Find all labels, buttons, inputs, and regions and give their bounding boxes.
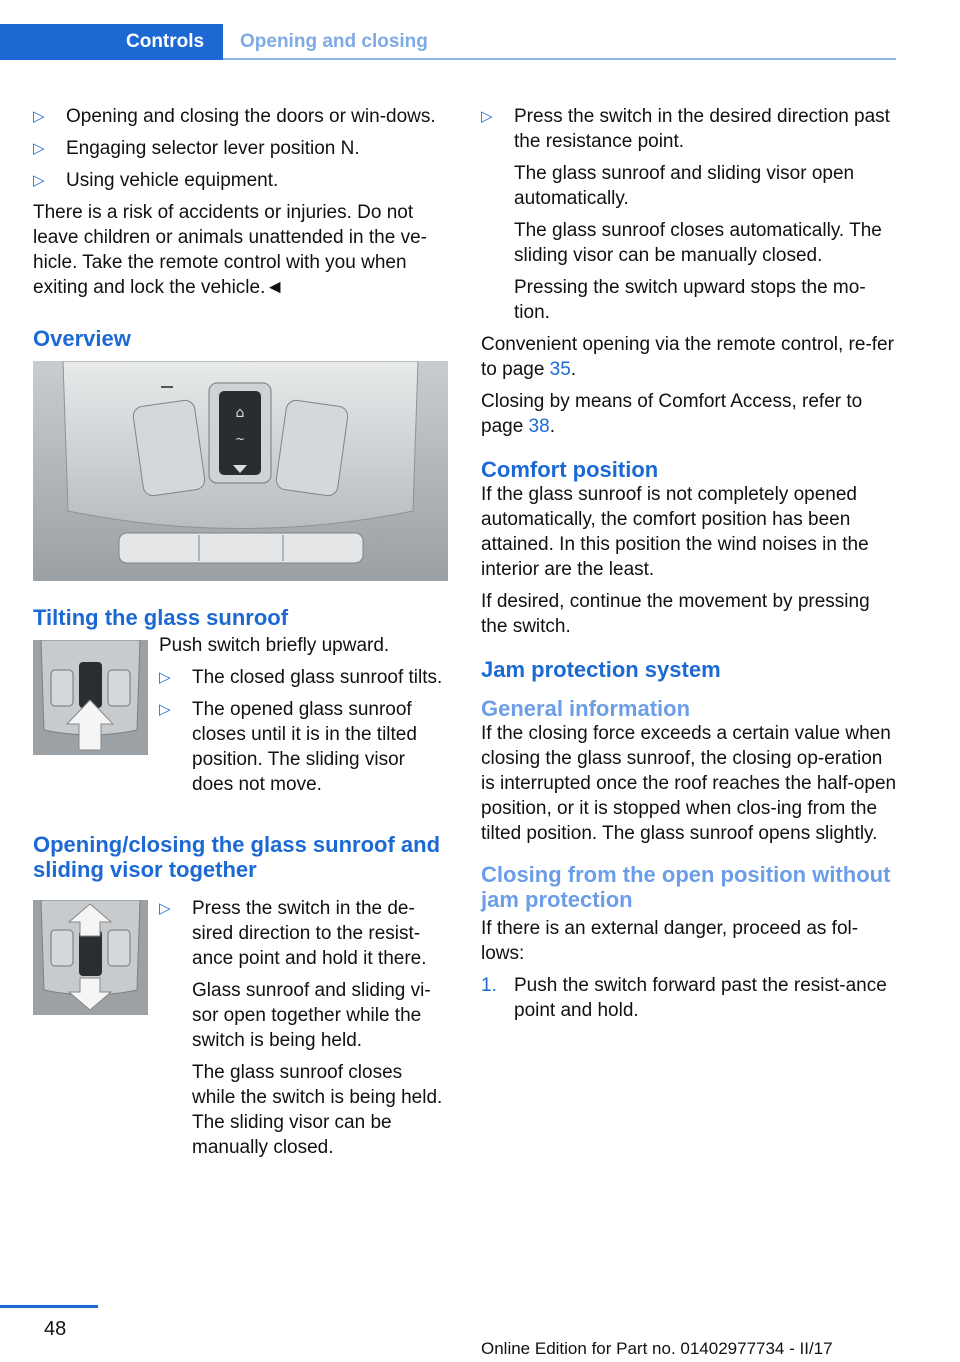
auto-close-text: The glass sunroof closes automatically. The sliding visor can be manually closed.: [514, 220, 882, 266]
closing-without-protection-heading: Closing from the open position without jam protection: [481, 862, 891, 912]
tilt-section: [33, 633, 449, 804]
footer-rule: [0, 1305, 98, 1308]
list-item: ▷ Opening and closing the doors or win-dows.: [33, 106, 436, 127]
page-link-38[interactable]: 38: [528, 416, 550, 437]
page-link-35[interactable]: 35: [549, 359, 571, 380]
triangle-bullet-icon: ▷: [33, 108, 45, 125]
triangle-bullet-icon: ▷: [159, 900, 171, 917]
closing-intro-text: If there is an external danger, proceed as fol-lows:: [481, 918, 859, 964]
triangle-bullet-icon: ▷: [159, 701, 171, 718]
auto-open-text: The glass sunroof and sliding visor open automatically.: [514, 163, 855, 209]
warning-text: There is a risk of accidents or injuries. Do not leave children or animals unattended in the ve-hicle. Take the remote control with you when exiting and lock the vehicle.◄: [33, 202, 427, 298]
step-number: 1.: [481, 975, 497, 996]
list-item: ▷ Press the switch in the de-sired direction to the resist-ance point and hold it there.: [159, 898, 427, 969]
stop-motion-text: Pressing the switch upward stops the mo-tion.: [514, 277, 866, 323]
triangle-bullet-icon: ▷: [33, 140, 45, 157]
page-number: 48: [44, 1318, 67, 1340]
list-item: 1. Push the switch forward past the resist-ance point and hold.: [481, 975, 887, 1021]
comfort-continue-text: If desired, continue the movement by pressing the switch.: [481, 591, 870, 637]
jam-protection-heading: Jam protection system: [481, 657, 721, 682]
remote-control-text: Convenient opening via the remote control, re-fer to page 35.: [481, 334, 894, 380]
comfort-access-text: Closing by means of Comfort Access, refer to page 38.: [481, 391, 863, 437]
together-section: [33, 896, 449, 1167]
tilt-switch-illustration: [33, 640, 148, 755]
header-rule: [223, 58, 896, 60]
header-tab-opening-closing: Opening and closing: [240, 31, 428, 52]
together-switch-illustration: [33, 900, 148, 1015]
triangle-bullet-icon: ▷: [33, 172, 45, 189]
tilt-intro: Push switch briefly upward.: [159, 635, 390, 656]
svg-text:~: ~: [234, 432, 246, 446]
list-item: ▷ The closed glass sunroof tilts.: [159, 667, 443, 688]
general-information-heading: General information: [481, 696, 691, 721]
together-open-text: Glass sunroof and sliding vi-sor open together while the switch is being held.: [192, 980, 431, 1051]
list-item: ▷ Press the switch in the desired direction past the resistance point.: [481, 106, 890, 152]
together-heading: Opening/closing the glass sunroof and sliding visor together: [33, 832, 441, 882]
edition-text: Online Edition for Part no. 01402977734 - II/17: [481, 1339, 833, 1358]
header-tab-controls: Controls: [0, 24, 223, 60]
triangle-bullet-icon: ▷: [481, 108, 493, 125]
right-column: [481, 104, 897, 1030]
comfort-position-text: If the glass sunroof is not completely opened automatically, the comfort position has been attained. In this position the wind noises in the interior are the least.: [481, 484, 869, 580]
tilt-heading: Tilting the glass sunroof: [33, 605, 289, 630]
triangle-bullet-icon: ▷: [159, 669, 171, 686]
overview-photo: [33, 361, 448, 581]
svg-text:⌂: ⌂: [235, 405, 245, 421]
together-close-text: The glass sunroof closes while the switch is being held. The sliding visor can be manually closed.: [192, 1062, 443, 1158]
left-column: [33, 104, 449, 1167]
overview-heading: Overview: [33, 326, 131, 351]
general-information-text: If the closing force exceeds a certain value when closing the glass sunroof, the closing op-eration is interrupted once the roof reaches the half-open position, or it is stopped when clos-ing from the tilted position. The glass sunroof opens slightly.: [481, 723, 897, 844]
list-item: ▷ Engaging selector lever position N.: [33, 138, 360, 159]
comfort-position-heading: Comfort position: [481, 457, 659, 482]
list-item: ▷ Using vehicle equipment.: [33, 170, 279, 191]
list-item: ▷ The opened glass sunroof closes until it is in the tilted position. The sliding visor does not move.: [159, 699, 417, 795]
page-header: [0, 24, 896, 62]
